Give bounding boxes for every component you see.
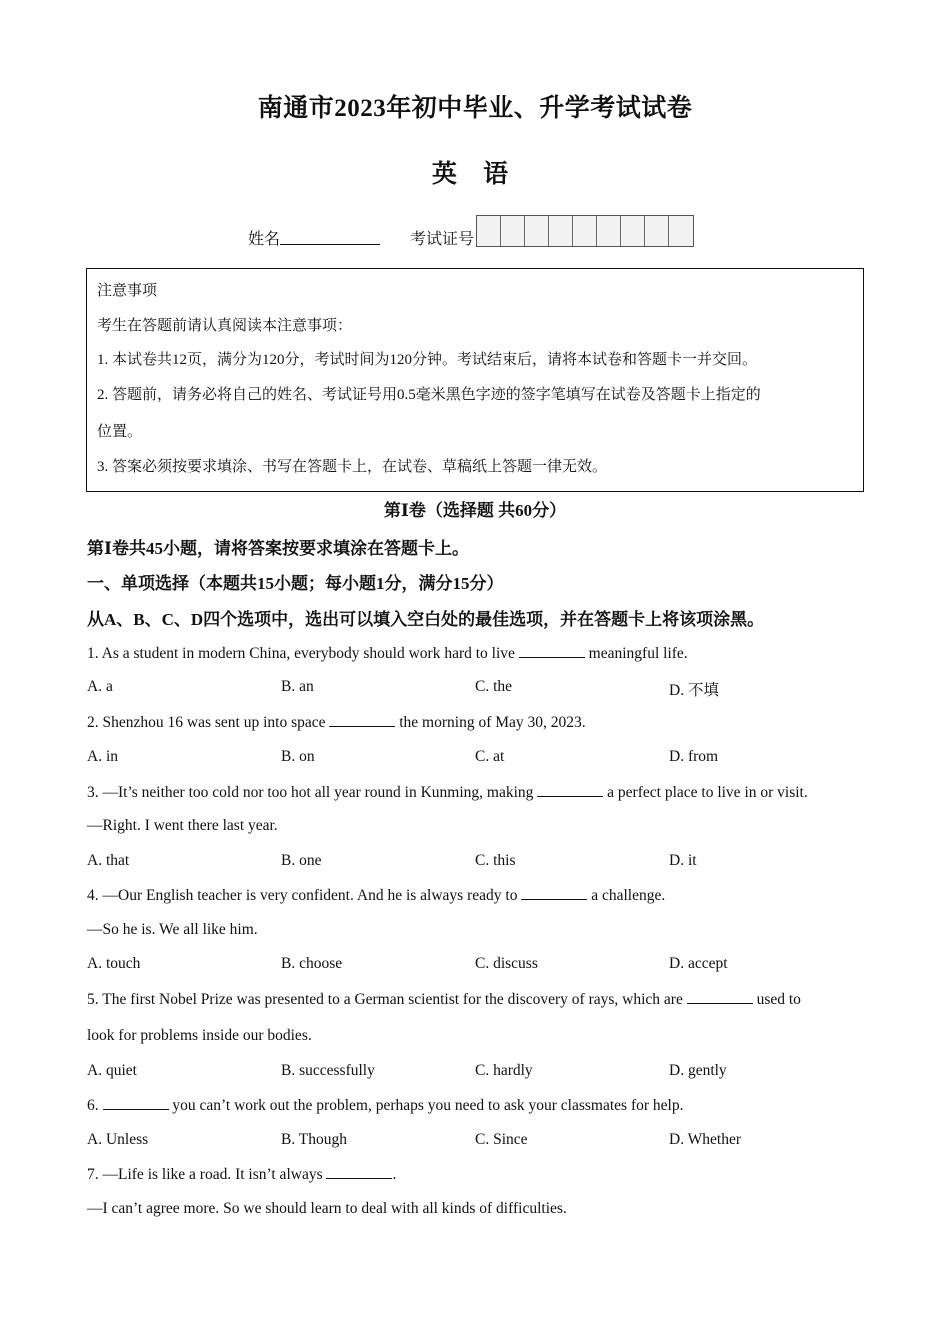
option-c: C. at <box>475 748 505 765</box>
id-number-boxes <box>476 215 694 247</box>
candidate-info <box>248 226 694 249</box>
option-c: C. discuss <box>475 955 538 972</box>
answer-blank <box>329 713 395 727</box>
option-a: A. Unless <box>87 1131 149 1148</box>
notice-box <box>86 268 864 492</box>
option-b: B. Though <box>281 1131 348 1148</box>
question-text-cont: . <box>392 1166 397 1183</box>
question-3-reply: —Right. I went there last year. <box>87 817 278 834</box>
id-box <box>573 216 597 246</box>
id-box <box>645 216 669 246</box>
answer-blank <box>519 644 585 658</box>
question-text-cont: meaningful life. <box>584 645 688 662</box>
question-6 <box>87 1096 683 1115</box>
notice-item-2: 2. 答题前，请务必将自己的姓名、考试证号用0.5毫米黑色字迹的签字笔填写在试卷及答题卡上指定的 <box>97 387 761 403</box>
question-text: 1. As a student in modern China, everybody should work hard to live <box>87 645 519 662</box>
id-box <box>621 216 645 246</box>
option-b: B. successfully <box>281 1062 375 1079</box>
option-b: B. on <box>281 748 315 765</box>
option-a: A. a <box>87 678 113 695</box>
question-text-cont: used to <box>752 991 801 1008</box>
id-label: 考试证号 <box>410 231 475 248</box>
option-b: B. choose <box>281 955 343 972</box>
question-text-cont: you can’t work out the problem, perhaps you need to ask your classmates for help. <box>168 1097 684 1114</box>
option-d: D. gently <box>669 1062 727 1079</box>
notice-intro: 考生在答题前请认真阅读本注意事项： <box>97 318 353 334</box>
question-text: 5. The first Nobel Prize was presented to a German scientist for the discovery of rays, which are <box>87 991 687 1008</box>
question-text-cont: the morning of May 30, 2023. <box>395 714 586 731</box>
id-box <box>597 216 621 246</box>
notice-heading: 注意事项 <box>97 283 158 299</box>
question-text: 2. Shenzhou 16 was sent up into space <box>87 714 330 731</box>
notice-item-2-cont: 位置。 <box>97 424 143 440</box>
notice-item-1: 1. 本试卷共12页，满分为120分，考试时间为120分钟。考试结束后，请将本试卷和答题卡一并交回。 <box>97 352 758 368</box>
question-2 <box>87 713 586 732</box>
subject-title: 英 语 <box>431 161 519 188</box>
answer-blank <box>103 1096 169 1110</box>
section-heading: 一、单项选择（本题共15小题；每小题1分，满分15分） <box>87 574 504 593</box>
question-text-cont: a challenge. <box>587 887 666 904</box>
option-d: D. 不填 <box>669 682 719 699</box>
id-box <box>669 216 693 246</box>
question-7 <box>87 1165 396 1184</box>
question-7-reply: —I can’t agree more. So we should learn to deal with all kinds of difficulties. <box>87 1200 567 1217</box>
part1-instruction: 第Ⅰ卷共45小题，请将答案按要求填涂在答题卡上。 <box>87 539 469 558</box>
question-3 <box>87 783 808 802</box>
answer-blank <box>687 990 753 1004</box>
option-d: D. it <box>669 852 697 869</box>
option-a: A. touch <box>87 955 141 972</box>
question-5 <box>87 990 801 1009</box>
option-b: B. an <box>281 678 314 695</box>
id-box <box>525 216 549 246</box>
option-c: C. Since <box>475 1131 528 1148</box>
question-text: 6. <box>87 1097 103 1114</box>
option-c: C. this <box>475 852 516 869</box>
option-d: D. Whether <box>669 1131 742 1148</box>
section-direction: 从A、B、C、D四个选项中，选出可以填入空白处的最佳选项，并在答题卡上将该项涂黑。 <box>87 610 765 629</box>
question-text-cont: a perfect place to live in or visit. <box>603 784 808 801</box>
name-blank <box>280 230 380 245</box>
part1-heading: 第Ⅰ卷（选择题 共60分） <box>383 501 567 520</box>
id-box <box>549 216 573 246</box>
exam-title: 南通市2023年初中毕业、升学考试试卷 <box>257 95 693 122</box>
question-5-cont: look for problems inside our bodies. <box>87 1027 312 1044</box>
question-text: 4. —Our English teacher is very confident. And he is always ready to <box>87 887 522 904</box>
option-b: B. one <box>281 852 322 869</box>
id-box <box>501 216 525 246</box>
notice-item-3: 3. 答案必须按要求填涂、书写在答题卡上，在试卷、草稿纸上答题一律无效。 <box>97 459 608 475</box>
question-4 <box>87 886 665 905</box>
option-d: D. from <box>669 748 719 765</box>
question-text: 3. —It’s neither too cold nor too hot all year round in Kunming, making <box>87 784 538 801</box>
option-a: A. that <box>87 852 130 869</box>
question-1 <box>87 644 688 663</box>
id-box <box>477 216 501 246</box>
answer-blank <box>521 886 587 900</box>
option-a: A. in <box>87 748 118 765</box>
name-label: 姓名 <box>248 231 281 248</box>
option-d: D. accept <box>669 955 728 972</box>
question-text: 7. —Life is like a road. It isn’t always <box>87 1166 327 1183</box>
option-a: A. quiet <box>87 1062 137 1079</box>
answer-blank <box>537 783 603 797</box>
question-4-reply: —So he is. We all like him. <box>87 921 258 938</box>
option-c: C. hardly <box>475 1062 533 1079</box>
option-c: C. the <box>475 678 513 695</box>
answer-blank <box>326 1165 392 1179</box>
